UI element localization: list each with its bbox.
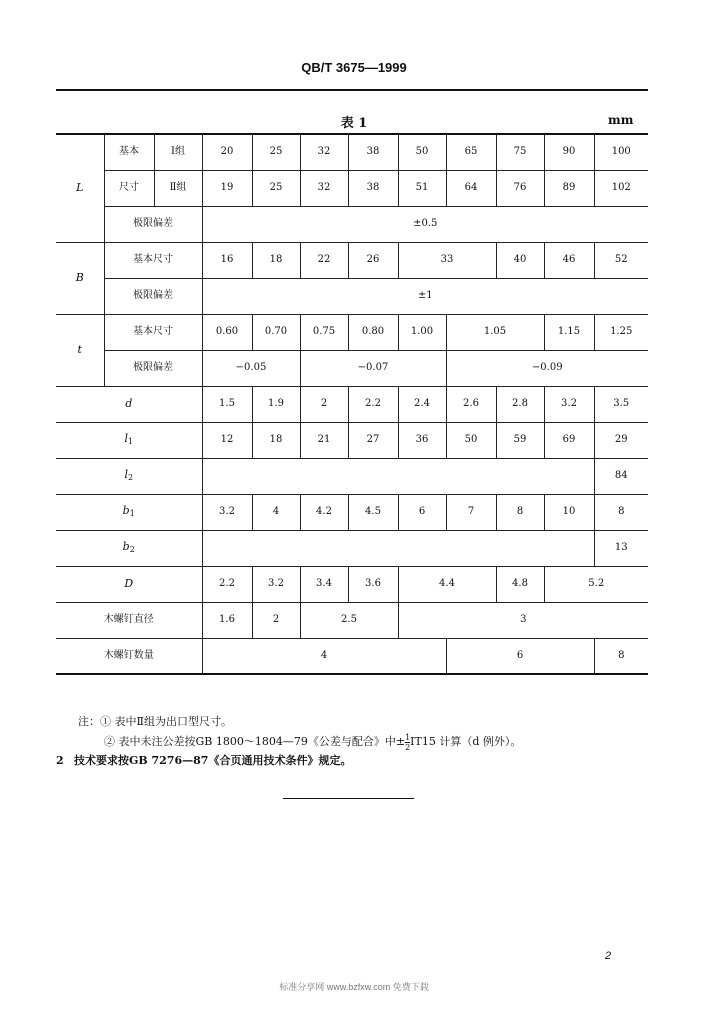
table-cell: 1.00 bbox=[398, 314, 446, 350]
table-cell: 100 bbox=[594, 134, 648, 170]
table-row bbox=[56, 602, 648, 638]
table-cell: 0.70 bbox=[252, 314, 300, 350]
page-number: 2 bbox=[605, 950, 612, 962]
table-cell: 19 bbox=[202, 170, 252, 206]
basic-size-label: 基本尺寸 bbox=[104, 242, 202, 278]
symbol-t: t bbox=[56, 314, 104, 386]
table-cell: 75 bbox=[496, 134, 544, 170]
table-row bbox=[56, 494, 648, 530]
table-cell: 50 bbox=[398, 134, 446, 170]
note-2-end: IT15 计算（d 例外）。 bbox=[410, 735, 522, 748]
fraction-denominator: 2 bbox=[405, 742, 411, 752]
table-cell: 21 bbox=[300, 422, 348, 458]
table-cell: 4.4 bbox=[398, 566, 496, 602]
basic-label-part1: 基本 bbox=[104, 134, 154, 170]
table-cell: 2.5 bbox=[300, 602, 398, 638]
table-cell: 33 bbox=[398, 242, 496, 278]
group1-label: Ⅰ组 bbox=[154, 134, 202, 170]
symbol-l2 bbox=[56, 458, 202, 494]
table-cell: 26 bbox=[348, 242, 398, 278]
table-cell: 10 bbox=[544, 494, 594, 530]
note-1: 注：① 表中Ⅱ组为出口型尺寸。 bbox=[78, 715, 232, 728]
table-cell: 3.2 bbox=[544, 386, 594, 422]
table-cell: 76 bbox=[496, 170, 544, 206]
basic-label-part2: 尺寸 bbox=[104, 170, 154, 206]
table-notes bbox=[78, 712, 521, 752]
table-row bbox=[56, 458, 648, 494]
symbol-b2 bbox=[56, 530, 202, 566]
table-cell: 16 bbox=[202, 242, 252, 278]
table-cell: 4 bbox=[202, 638, 446, 674]
table-cell: 0.75 bbox=[300, 314, 348, 350]
symbol-l1-sub: 1 bbox=[127, 436, 134, 446]
table-row bbox=[56, 314, 648, 350]
watermark-footer: 标准分享网 www.bzfxw.com 免费下载 bbox=[279, 982, 429, 992]
table-cell: 3.4 bbox=[300, 566, 348, 602]
table-cell: 1.15 bbox=[544, 314, 594, 350]
tolerance-value: ±0.5 bbox=[202, 206, 648, 242]
empty-cell bbox=[202, 458, 594, 494]
tolerance-label: 极限偏差 bbox=[104, 206, 202, 242]
table-cell: 0.60 bbox=[202, 314, 252, 350]
table-cell: 0.80 bbox=[348, 314, 398, 350]
table-row bbox=[56, 422, 648, 458]
tolerance-label: 极限偏差 bbox=[104, 350, 202, 386]
symbol-l1 bbox=[56, 422, 202, 458]
table-cell: 40 bbox=[496, 242, 544, 278]
symbol-b1 bbox=[56, 494, 202, 530]
table-cell: 2.8 bbox=[496, 386, 544, 422]
table-cell: 2 bbox=[300, 386, 348, 422]
table-cell: 3.6 bbox=[348, 566, 398, 602]
table-row bbox=[56, 386, 648, 422]
table-cell: 3.2 bbox=[252, 566, 300, 602]
tolerance-value: −0.05 bbox=[202, 350, 300, 386]
table-cell: 25 bbox=[252, 134, 300, 170]
table-row bbox=[56, 134, 648, 170]
table-cell: 8 bbox=[496, 494, 544, 530]
tolerance-label: 极限偏差 bbox=[104, 278, 202, 314]
table-row bbox=[56, 242, 648, 278]
table-row bbox=[56, 638, 648, 674]
table-cell: 18 bbox=[252, 242, 300, 278]
table-cell: 90 bbox=[544, 134, 594, 170]
table-row bbox=[56, 278, 648, 314]
symbol-l2-sub: 2 bbox=[127, 472, 134, 482]
symbol-b2-sub: 2 bbox=[129, 544, 135, 554]
symbol-b2-base: b bbox=[122, 539, 130, 553]
end-rule bbox=[283, 798, 414, 799]
table-cell: 84 bbox=[594, 458, 648, 494]
table-cell: 25 bbox=[252, 170, 300, 206]
table-row bbox=[56, 170, 648, 206]
symbol-L: L bbox=[56, 134, 104, 242]
table-cell: 65 bbox=[446, 134, 496, 170]
clause-text: 技术要求按GB 7276—87《合页通用技术条件》规定。 bbox=[74, 754, 352, 767]
table-cell: 36 bbox=[398, 422, 446, 458]
fraction-numerator: 1 bbox=[405, 732, 411, 742]
clause-2 bbox=[56, 752, 351, 768]
table-unit: mm bbox=[608, 113, 634, 127]
table-cell: 2.2 bbox=[348, 386, 398, 422]
table-row bbox=[56, 530, 648, 566]
table-cell: 50 bbox=[446, 422, 496, 458]
header-rule bbox=[56, 89, 648, 91]
table-cell: 3 bbox=[398, 602, 648, 638]
table-cell: 2.6 bbox=[446, 386, 496, 422]
table-cell: 1.25 bbox=[594, 314, 648, 350]
table-cell: 2.2 bbox=[202, 566, 252, 602]
table-cell: 2 bbox=[252, 602, 300, 638]
note-2-start: ② 表中未注公差按GB 1800～1804—79《公差与配合》中± bbox=[104, 735, 406, 748]
table-cell: 69 bbox=[544, 422, 594, 458]
standard-number: QB/T 3675—1999 bbox=[301, 60, 407, 75]
table-cell: 4.5 bbox=[348, 494, 398, 530]
table-cell: 4.8 bbox=[496, 566, 544, 602]
table-cell: 12 bbox=[202, 422, 252, 458]
symbol-l1-base: l bbox=[124, 431, 128, 445]
symbol-B: B bbox=[56, 242, 104, 314]
table-cell: 59 bbox=[496, 422, 544, 458]
table-row bbox=[56, 206, 648, 242]
table-cell: 3.5 bbox=[594, 386, 648, 422]
table-cell: 46 bbox=[544, 242, 594, 278]
table-cell: 13 bbox=[594, 530, 648, 566]
table-cell: 7 bbox=[446, 494, 496, 530]
table-caption: 表 1 bbox=[340, 116, 368, 131]
note-2 bbox=[78, 732, 521, 752]
tolerance-value: ±1 bbox=[202, 278, 648, 314]
table-cell: 6 bbox=[446, 638, 594, 674]
tolerance-value: −0.07 bbox=[300, 350, 446, 386]
table-cell: 2.4 bbox=[398, 386, 446, 422]
table-cell: 18 bbox=[252, 422, 300, 458]
table-cell: 38 bbox=[348, 170, 398, 206]
dimension-table bbox=[56, 133, 648, 675]
table-cell: 4 bbox=[252, 494, 300, 530]
symbol-b1-base: b bbox=[122, 503, 130, 517]
table-cell: 1.5 bbox=[202, 386, 252, 422]
table-cell: 4.2 bbox=[300, 494, 348, 530]
table-cell: 6 bbox=[398, 494, 446, 530]
basic-size-label: 基本尺寸 bbox=[104, 314, 202, 350]
table-cell: 8 bbox=[594, 494, 648, 530]
table-cell: 5.2 bbox=[544, 566, 648, 602]
symbol-l2-base: l bbox=[124, 467, 128, 481]
group2-label: Ⅱ组 bbox=[154, 170, 202, 206]
clause-number: 2 bbox=[56, 754, 64, 767]
screw-diameter-label: 木螺钉直径 bbox=[56, 602, 202, 638]
table-cell: 27 bbox=[348, 422, 398, 458]
table-cell: 22 bbox=[300, 242, 348, 278]
table-cell: 32 bbox=[300, 134, 348, 170]
table-cell: 51 bbox=[398, 170, 446, 206]
table-cell: 32 bbox=[300, 170, 348, 206]
table-cell: 1.05 bbox=[446, 314, 544, 350]
table-cell: 8 bbox=[594, 638, 648, 674]
symbol-b1-sub: 1 bbox=[129, 508, 135, 518]
table-cell: 1.9 bbox=[252, 386, 300, 422]
table-row bbox=[56, 566, 648, 602]
table-cell: 64 bbox=[446, 170, 496, 206]
table-cell: 29 bbox=[594, 422, 648, 458]
table-cell: 102 bbox=[594, 170, 648, 206]
screw-quantity-label: 木螺钉数量 bbox=[56, 638, 202, 674]
tolerance-value: −0.09 bbox=[446, 350, 648, 386]
table-cell: 52 bbox=[594, 242, 648, 278]
table-row bbox=[56, 350, 648, 386]
table-cell: 38 bbox=[348, 134, 398, 170]
symbol-d: d bbox=[56, 386, 202, 422]
empty-cell bbox=[202, 530, 594, 566]
table-cell: 20 bbox=[202, 134, 252, 170]
table-cell: 1.6 bbox=[202, 602, 252, 638]
table-cell: 89 bbox=[544, 170, 594, 206]
symbol-D: D bbox=[56, 566, 202, 602]
table-cell: 3.2 bbox=[202, 494, 252, 530]
